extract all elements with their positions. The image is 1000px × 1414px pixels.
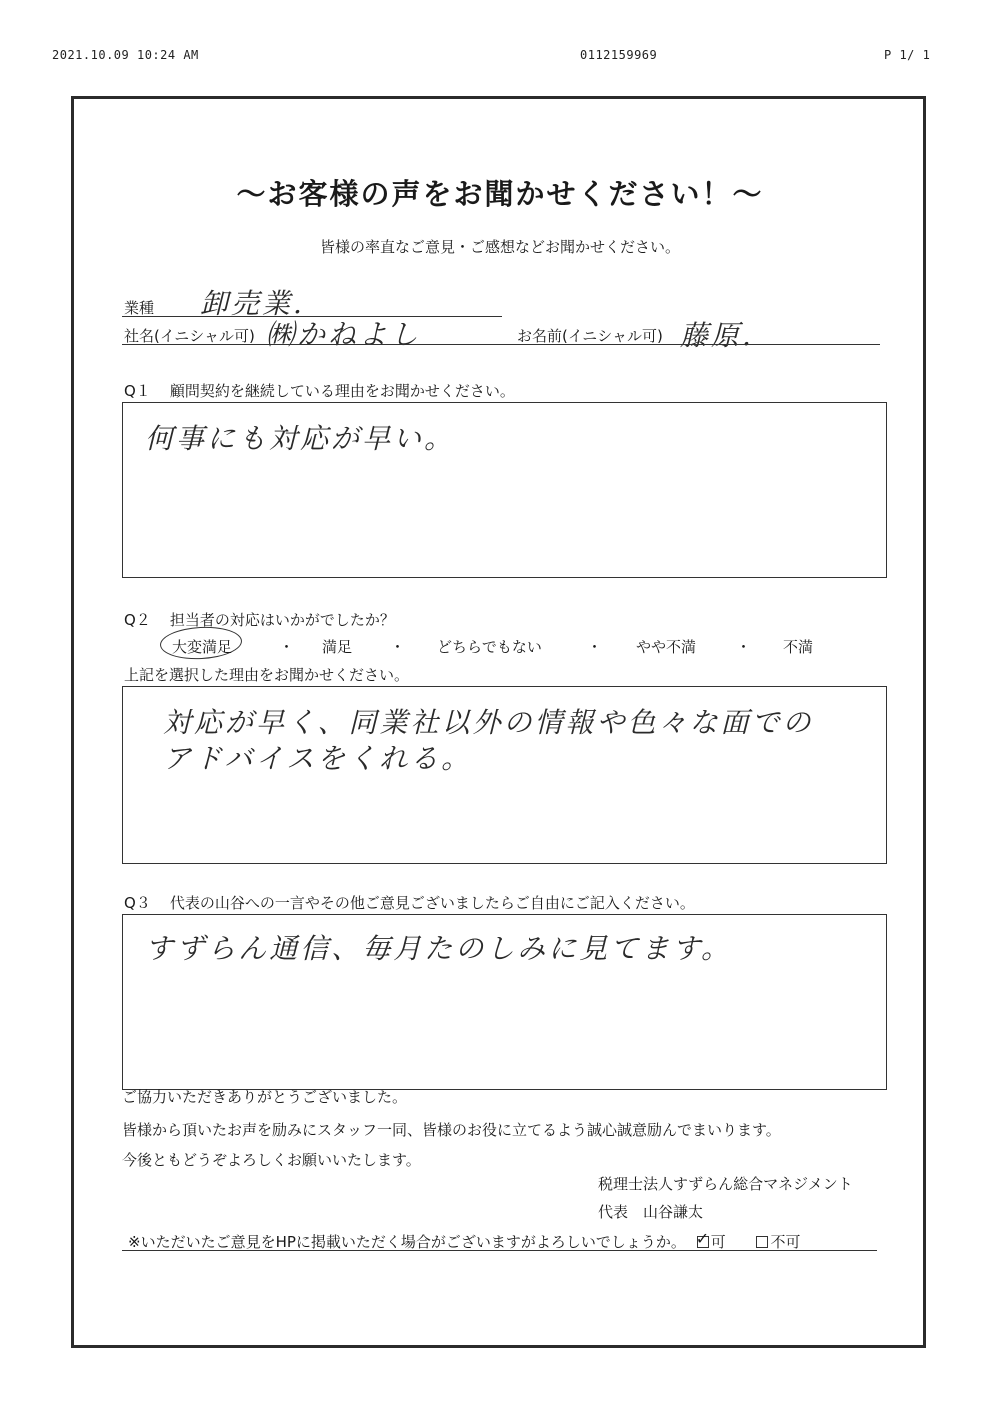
q3-question: 代表の山谷への一言やその他ご意見ございましたらご自由にご記入ください。 <box>169 894 695 912</box>
q2-question: 担当者の対応はいかがでしたか？ <box>169 611 395 629</box>
industry-label: 業種 <box>124 299 155 317</box>
q2-answer-line1: 対応が早く、同業社以外の情報や色々な面での <box>163 706 814 739</box>
closing-regards: 今後ともどうぞよろしくお願いいたします。 <box>122 1151 421 1169</box>
consent-allow-checkbox[interactable] <box>695 1229 731 1251</box>
q3-answer-box[interactable] <box>122 914 887 1090</box>
q2-answer-box[interactable] <box>122 686 887 864</box>
form-title: ～お客様の声をお聞かせください！～ <box>236 177 764 211</box>
q2-separator: ・ <box>390 638 406 656</box>
q3-answer: すずらん通信、毎月たのしみに見てます。 <box>145 932 733 965</box>
q3-label: Q３ <box>124 894 151 912</box>
form-subtitle: 皆様の率直なご意見・ご感想などお聞かせください。 <box>319 238 680 256</box>
q2-separator: ・ <box>587 638 603 656</box>
q2-option-very-satisfied[interactable]: 大変満足 <box>172 638 233 656</box>
name-value[interactable]: 藤原. <box>680 319 754 352</box>
checkbox-checked-icon: ✓ <box>695 1229 710 1248</box>
company-signature: 税理士法人すずらん総合マネジメント <box>598 1175 853 1193</box>
q1-label: Q１ <box>124 382 151 400</box>
representative-signature: 代表 山谷謙太 <box>598 1203 704 1221</box>
q2-separator: ・ <box>279 638 295 656</box>
consent-underline <box>122 1250 877 1251</box>
q2-option-satisfied[interactable]: 満足 <box>322 638 353 656</box>
industry-value[interactable]: 卸売業. <box>200 287 305 320</box>
q2-label: Q２ <box>124 611 151 629</box>
closing-message: 皆様から頂いたお声を励みにスタッフ一同、皆様のお役に立てるよう誠心誠意励んでまいります。 <box>122 1121 781 1139</box>
q1-answer-box[interactable] <box>122 402 887 578</box>
fax-number: 0112159969 <box>580 48 658 62</box>
name-label: お名前(イニシャル可) <box>517 327 663 345</box>
q2-separator: ・ <box>736 638 752 656</box>
q2-answer-line2: アドバイスをくれる。 <box>163 742 473 775</box>
closing-thanks: ご協力いただきありがとうございました。 <box>122 1088 408 1106</box>
checkbox-empty-icon <box>756 1236 768 1248</box>
q1-question: 顧問契約を継続している理由をお聞かせください。 <box>169 382 515 400</box>
company-name-underline <box>122 344 880 345</box>
consent-question: ※いただいたご意見をHPに掲載いただく場合がございますがよろしいでしょうか。 <box>128 1233 686 1251</box>
consent-deny-checkbox[interactable] <box>756 1233 800 1251</box>
q2-option-somewhat-dissatisfied[interactable]: やや不満 <box>636 638 697 656</box>
q1-answer: 何事にも対応が早い。 <box>145 422 456 455</box>
q2-option-neutral[interactable]: どちらでもない <box>437 638 542 656</box>
consent-deny-label: 不可 <box>770 1233 801 1251</box>
company-label: 社名(イニシャル可) <box>124 327 255 345</box>
fax-page-number: P 1/ 1 <box>884 48 931 62</box>
fax-datetime: 2021.10.09 10:24 AM <box>52 48 199 62</box>
q2-option-dissatisfied[interactable]: 不満 <box>783 638 814 656</box>
consent-allow-label: 可 <box>710 1233 726 1251</box>
q2-reason-prompt: 上記を選択した理由をお聞かせください。 <box>124 666 410 684</box>
company-value[interactable]: ㈱かねよし <box>266 318 422 351</box>
